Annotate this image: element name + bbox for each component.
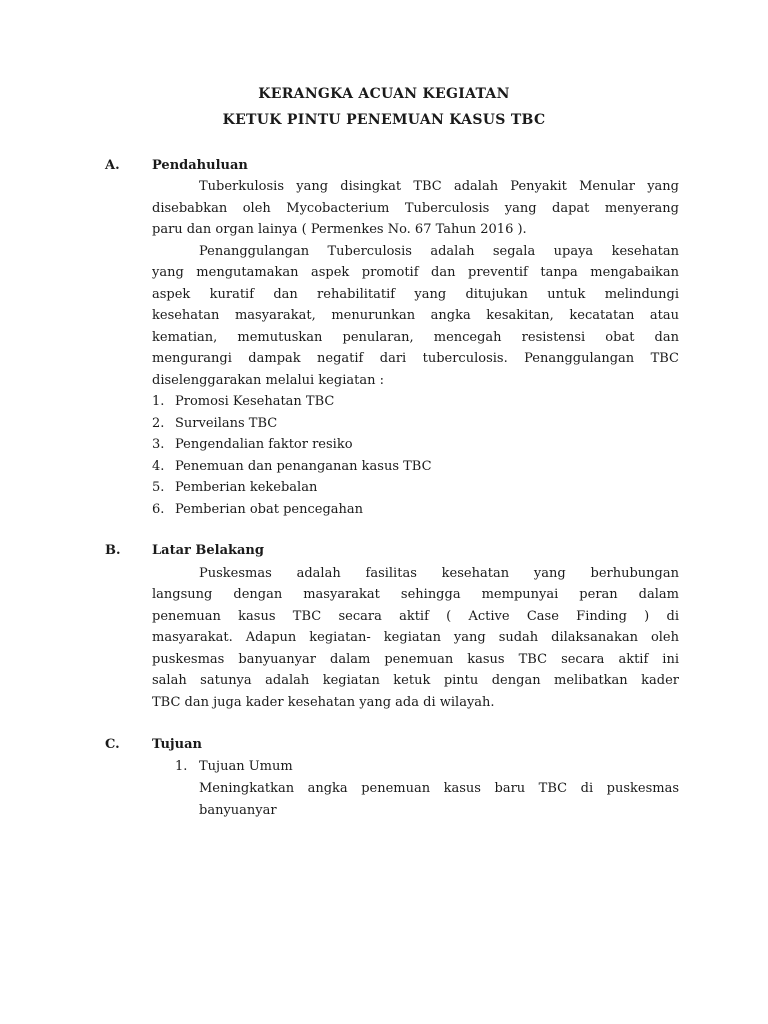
document-title: KERANGKA ACUAN KEGIATAN <box>258 86 510 102</box>
paragraph-line: TBC dan juga kader kesehatan yang ada di wilayah. <box>152 695 495 710</box>
list-number: 5. <box>152 480 165 495</box>
paragraph-line: kesehatan masyarakat, menurunkan angka kesakitan, kecatatan atau <box>152 308 679 323</box>
paragraph-line: banyuanyar <box>199 803 277 818</box>
list-number: 3. <box>152 437 165 452</box>
paragraph-line: puskesmas banyuanyar dalam penemuan kasus TBC secara aktif ini <box>152 652 679 667</box>
list-item <box>152 393 334 411</box>
list-text: Penemuan dan penanganan kasus TBC <box>175 459 432 474</box>
list-item <box>152 501 363 519</box>
section-b-heading: Latar Belakang <box>152 543 264 558</box>
paragraph-line: Meningkatkan angka penemuan kasus baru TBC di puskesmas <box>199 781 679 796</box>
list-text: Pengendalian faktor resiko <box>175 437 353 452</box>
section-a-letter: A. <box>105 158 120 173</box>
list-item <box>152 436 353 454</box>
list-text: Pemberian obat pencegahan <box>175 502 364 517</box>
list-text: Pemberian kekebalan <box>175 480 318 495</box>
paragraph-line: diselenggarakan melalui kegiatan : <box>152 373 384 388</box>
list-number: 4. <box>152 459 165 474</box>
list-item <box>152 479 317 497</box>
section-b-letter: B. <box>105 543 121 558</box>
paragraph-line: penemuan kasus TBC secara aktif ( Active Case Finding ) di <box>152 609 679 624</box>
list-number: 6. <box>152 502 165 517</box>
section-a-heading: Pendahuluan <box>152 158 248 173</box>
paragraph-line: paru dan organ lainya ( Permenkes No. 67 Tahun 2016 ). <box>152 222 527 237</box>
list-item <box>152 415 277 433</box>
paragraph-line: masyarakat. Adapun kegiatan- kegiatan yang sudah dilaksanakan oleh <box>152 630 679 645</box>
paragraph-line: aspek kuratif dan rehabilitatif yang ditujukan untuk melindungi <box>152 287 679 302</box>
sub-item-label: Tujuan Umum <box>199 759 293 774</box>
sub-item <box>175 758 293 776</box>
paragraph-line: Puskesmas adalah fasilitas kesehatan yang berhubungan <box>199 566 679 581</box>
list-number: 1. <box>152 394 165 409</box>
list-number: 2. <box>152 416 165 431</box>
list-text: Promosi Kesehatan TBC <box>175 394 335 409</box>
section-c-letter: C. <box>105 737 120 752</box>
paragraph-line: yang mengutamakan aspek promotif dan preventif tanpa mengabaikan <box>152 265 679 280</box>
paragraph-line: disebabkan oleh Mycobacterium Tuberculosis yang dapat menyerang <box>152 201 679 216</box>
paragraph-line: Penanggulangan Tuberculosis adalah segala upaya kesehatan <box>199 244 679 259</box>
list-text: Surveilans TBC <box>175 416 278 431</box>
paragraph-line: mengurangi dampak negatif dari tuberculosis. Penanggulangan TBC <box>152 351 679 366</box>
sub-item-number: 1. <box>175 759 188 774</box>
paragraph-line: Tuberkulosis yang disingkat TBC adalah Penyakit Menular yang <box>199 179 679 194</box>
paragraph-line: kematian, memutuskan penularan, mencegah resistensi obat dan <box>152 330 679 345</box>
paragraph-line: langsung dengan masyarakat sehingga mempunyai peran dalam <box>152 587 679 602</box>
document-subtitle: KETUK PINTU PENEMUAN KASUS TBC <box>222 112 546 128</box>
section-c-heading: Tujuan <box>152 737 202 752</box>
list-item <box>152 458 432 476</box>
paragraph-line: salah satunya adalah kegiatan ketuk pintu dengan melibatkan kader <box>152 673 679 688</box>
